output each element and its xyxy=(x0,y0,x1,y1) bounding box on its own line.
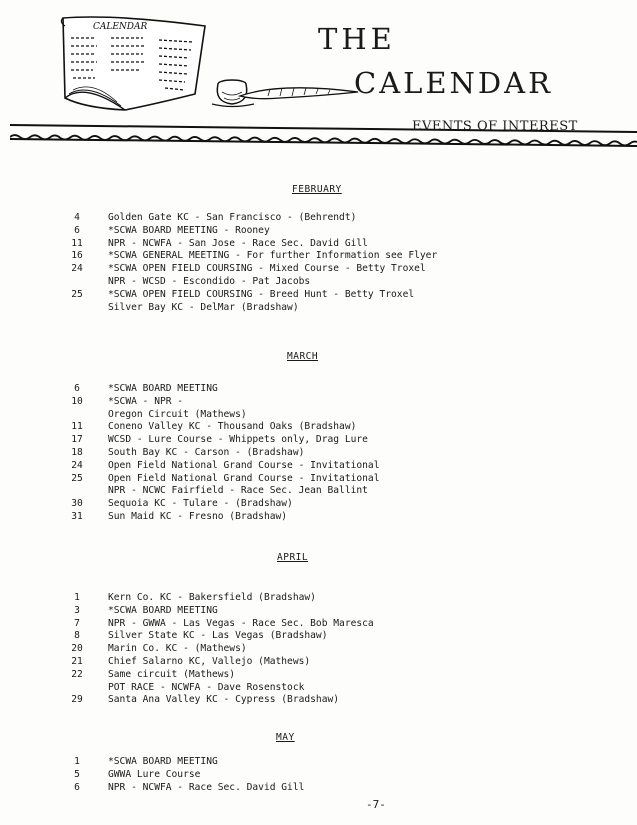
event-text: Golden Gate KC - San Francisco - (Behrendt) xyxy=(108,212,357,223)
list-item xyxy=(64,511,524,524)
event-day: 11 xyxy=(71,421,83,433)
month-heading-february: FEBRUARY xyxy=(292,184,342,195)
event-text: NPR - NCWC Fairfield - Race Sec. Jean Ballint xyxy=(108,485,368,497)
month-heading-may: MAY xyxy=(276,732,295,743)
list-item xyxy=(64,756,524,769)
event-text: Open Field National Grand Course - Invitational xyxy=(108,459,380,471)
event-day: 16 xyxy=(71,250,83,262)
list-item xyxy=(64,250,524,263)
list-item xyxy=(64,694,524,707)
list-item xyxy=(64,302,524,315)
event-day: 10 xyxy=(71,395,83,407)
title-line-1: THE xyxy=(318,22,396,56)
list-item xyxy=(64,485,524,498)
event-day: 17 xyxy=(71,434,83,446)
list-item xyxy=(64,656,524,669)
event-day: 29 xyxy=(71,694,83,706)
event-day: 20 xyxy=(71,643,83,655)
list-item xyxy=(64,769,524,782)
event-text: Silver State KC - Las Vegas (Bradshaw) xyxy=(108,630,328,642)
event-list-march xyxy=(64,383,524,524)
event-day: 1 xyxy=(74,756,80,767)
event-text: Sun Maid KC - Fresno (Bradshaw) xyxy=(108,510,288,522)
list-item xyxy=(64,618,524,631)
event-day: 18 xyxy=(71,446,83,458)
event-day: 6 xyxy=(74,224,80,236)
list-item xyxy=(64,498,524,511)
calendar-scroll-icon xyxy=(55,12,215,112)
event-day: 1 xyxy=(74,592,80,603)
event-day: 6 xyxy=(74,781,80,793)
list-item xyxy=(64,225,524,238)
event-day: 22 xyxy=(71,668,83,680)
event-day: 5 xyxy=(74,768,80,780)
event-text: *SCWA OPEN FIELD COURSING - Mixed Course - Betty Troxel xyxy=(108,263,426,275)
event-text: *SCWA BOARD MEETING xyxy=(108,604,218,616)
title-line-2: CALENDAR xyxy=(354,66,553,100)
event-text: *SCWA OPEN FIELD COURSING - Breed Hunt - Betty Troxel xyxy=(108,288,415,300)
list-item xyxy=(64,263,524,276)
event-text: *SCWA BOARD MEETING xyxy=(108,756,218,767)
event-text: Chief Salarno KC, Vallejo (Mathews) xyxy=(108,655,311,667)
event-text: Silver Bay KC - DelMar (Bradshaw) xyxy=(108,301,299,313)
list-item xyxy=(64,473,524,486)
event-day: 7 xyxy=(74,617,80,629)
event-day: 25 xyxy=(71,288,83,300)
list-item xyxy=(64,212,524,225)
event-text: NPR - NCWFA - Race Sec. David Gill xyxy=(108,781,305,793)
event-day: 24 xyxy=(71,263,83,275)
event-text: Santa Ana Valley KC - Cypress (Bradshaw) xyxy=(108,694,340,706)
event-day: 4 xyxy=(74,212,80,223)
list-item xyxy=(64,447,524,460)
list-item xyxy=(64,782,524,795)
subtitle: EVENTS OF INTEREST xyxy=(412,119,578,134)
scroll-label: CALENDAR xyxy=(93,22,148,32)
event-text: Open Field National Grand Course - Invitational xyxy=(108,472,380,484)
list-item xyxy=(64,682,524,695)
event-text: *SCWA BOARD MEETING - Rooney xyxy=(108,224,270,236)
event-day: 11 xyxy=(71,237,83,249)
event-list-april xyxy=(64,592,524,707)
event-text: *SCWA GENERAL MEETING - For further Information see Flyer xyxy=(108,250,438,262)
event-text: Kern Co. KC - Bakersfield (Bradshaw) xyxy=(108,592,316,603)
event-text: GWWA Lure Course xyxy=(108,768,201,780)
event-day: 30 xyxy=(71,498,83,510)
event-text: South Bay KC - Carson - (Bradshaw) xyxy=(108,446,305,458)
page-number: -7- xyxy=(366,798,386,811)
event-day: 6 xyxy=(74,383,80,394)
list-item xyxy=(64,605,524,618)
list-item xyxy=(64,460,524,473)
event-list-may xyxy=(64,756,524,794)
event-text: NPR - WCSD - Escondido - Pat Jacobs xyxy=(108,275,311,287)
event-text: *SCWA - NPR - xyxy=(108,395,184,407)
list-item xyxy=(64,643,524,656)
list-item xyxy=(64,669,524,682)
event-text: Sequoia KC - Tulare - (Bradshaw) xyxy=(108,498,293,510)
list-item xyxy=(64,396,524,409)
event-day: 31 xyxy=(71,510,83,522)
inkwell-quill-icon xyxy=(210,62,360,110)
event-text: NPR - NCWFA - San Jose - Race Sec. David Gill xyxy=(108,237,368,249)
month-heading-april: APRIL xyxy=(277,552,309,563)
list-item xyxy=(64,434,524,447)
event-text: Marin Co. KC - (Mathews) xyxy=(108,643,247,655)
event-text: Oregon Circuit (Mathews) xyxy=(108,408,247,420)
event-text: POT RACE - NCWFA - Dave Rosenstock xyxy=(108,681,305,693)
event-day: 21 xyxy=(71,655,83,667)
month-heading-march: MARCH xyxy=(287,351,319,362)
list-item xyxy=(64,289,524,302)
event-day: 8 xyxy=(74,630,80,642)
list-item xyxy=(64,409,524,422)
event-text: NPR - GWWA - Las Vegas - Race Sec. Bob Maresca xyxy=(108,617,374,629)
event-text: Same circuit (Mathews) xyxy=(108,668,236,680)
event-day: 24 xyxy=(71,459,83,471)
list-item xyxy=(64,592,524,605)
list-item xyxy=(64,421,524,434)
list-item xyxy=(64,238,524,251)
list-item xyxy=(64,630,524,643)
list-item xyxy=(64,383,524,396)
event-text: WCSD - Lure Course - Whippets only, Drag Lure xyxy=(108,434,368,446)
event-day: 3 xyxy=(74,604,80,616)
list-item xyxy=(64,276,524,289)
event-text: *SCWA BOARD MEETING xyxy=(108,383,218,394)
event-day: 25 xyxy=(71,472,83,484)
event-text: Coneno Valley KC - Thousand Oaks (Bradshaw) xyxy=(108,421,357,433)
event-list-february xyxy=(64,212,524,314)
